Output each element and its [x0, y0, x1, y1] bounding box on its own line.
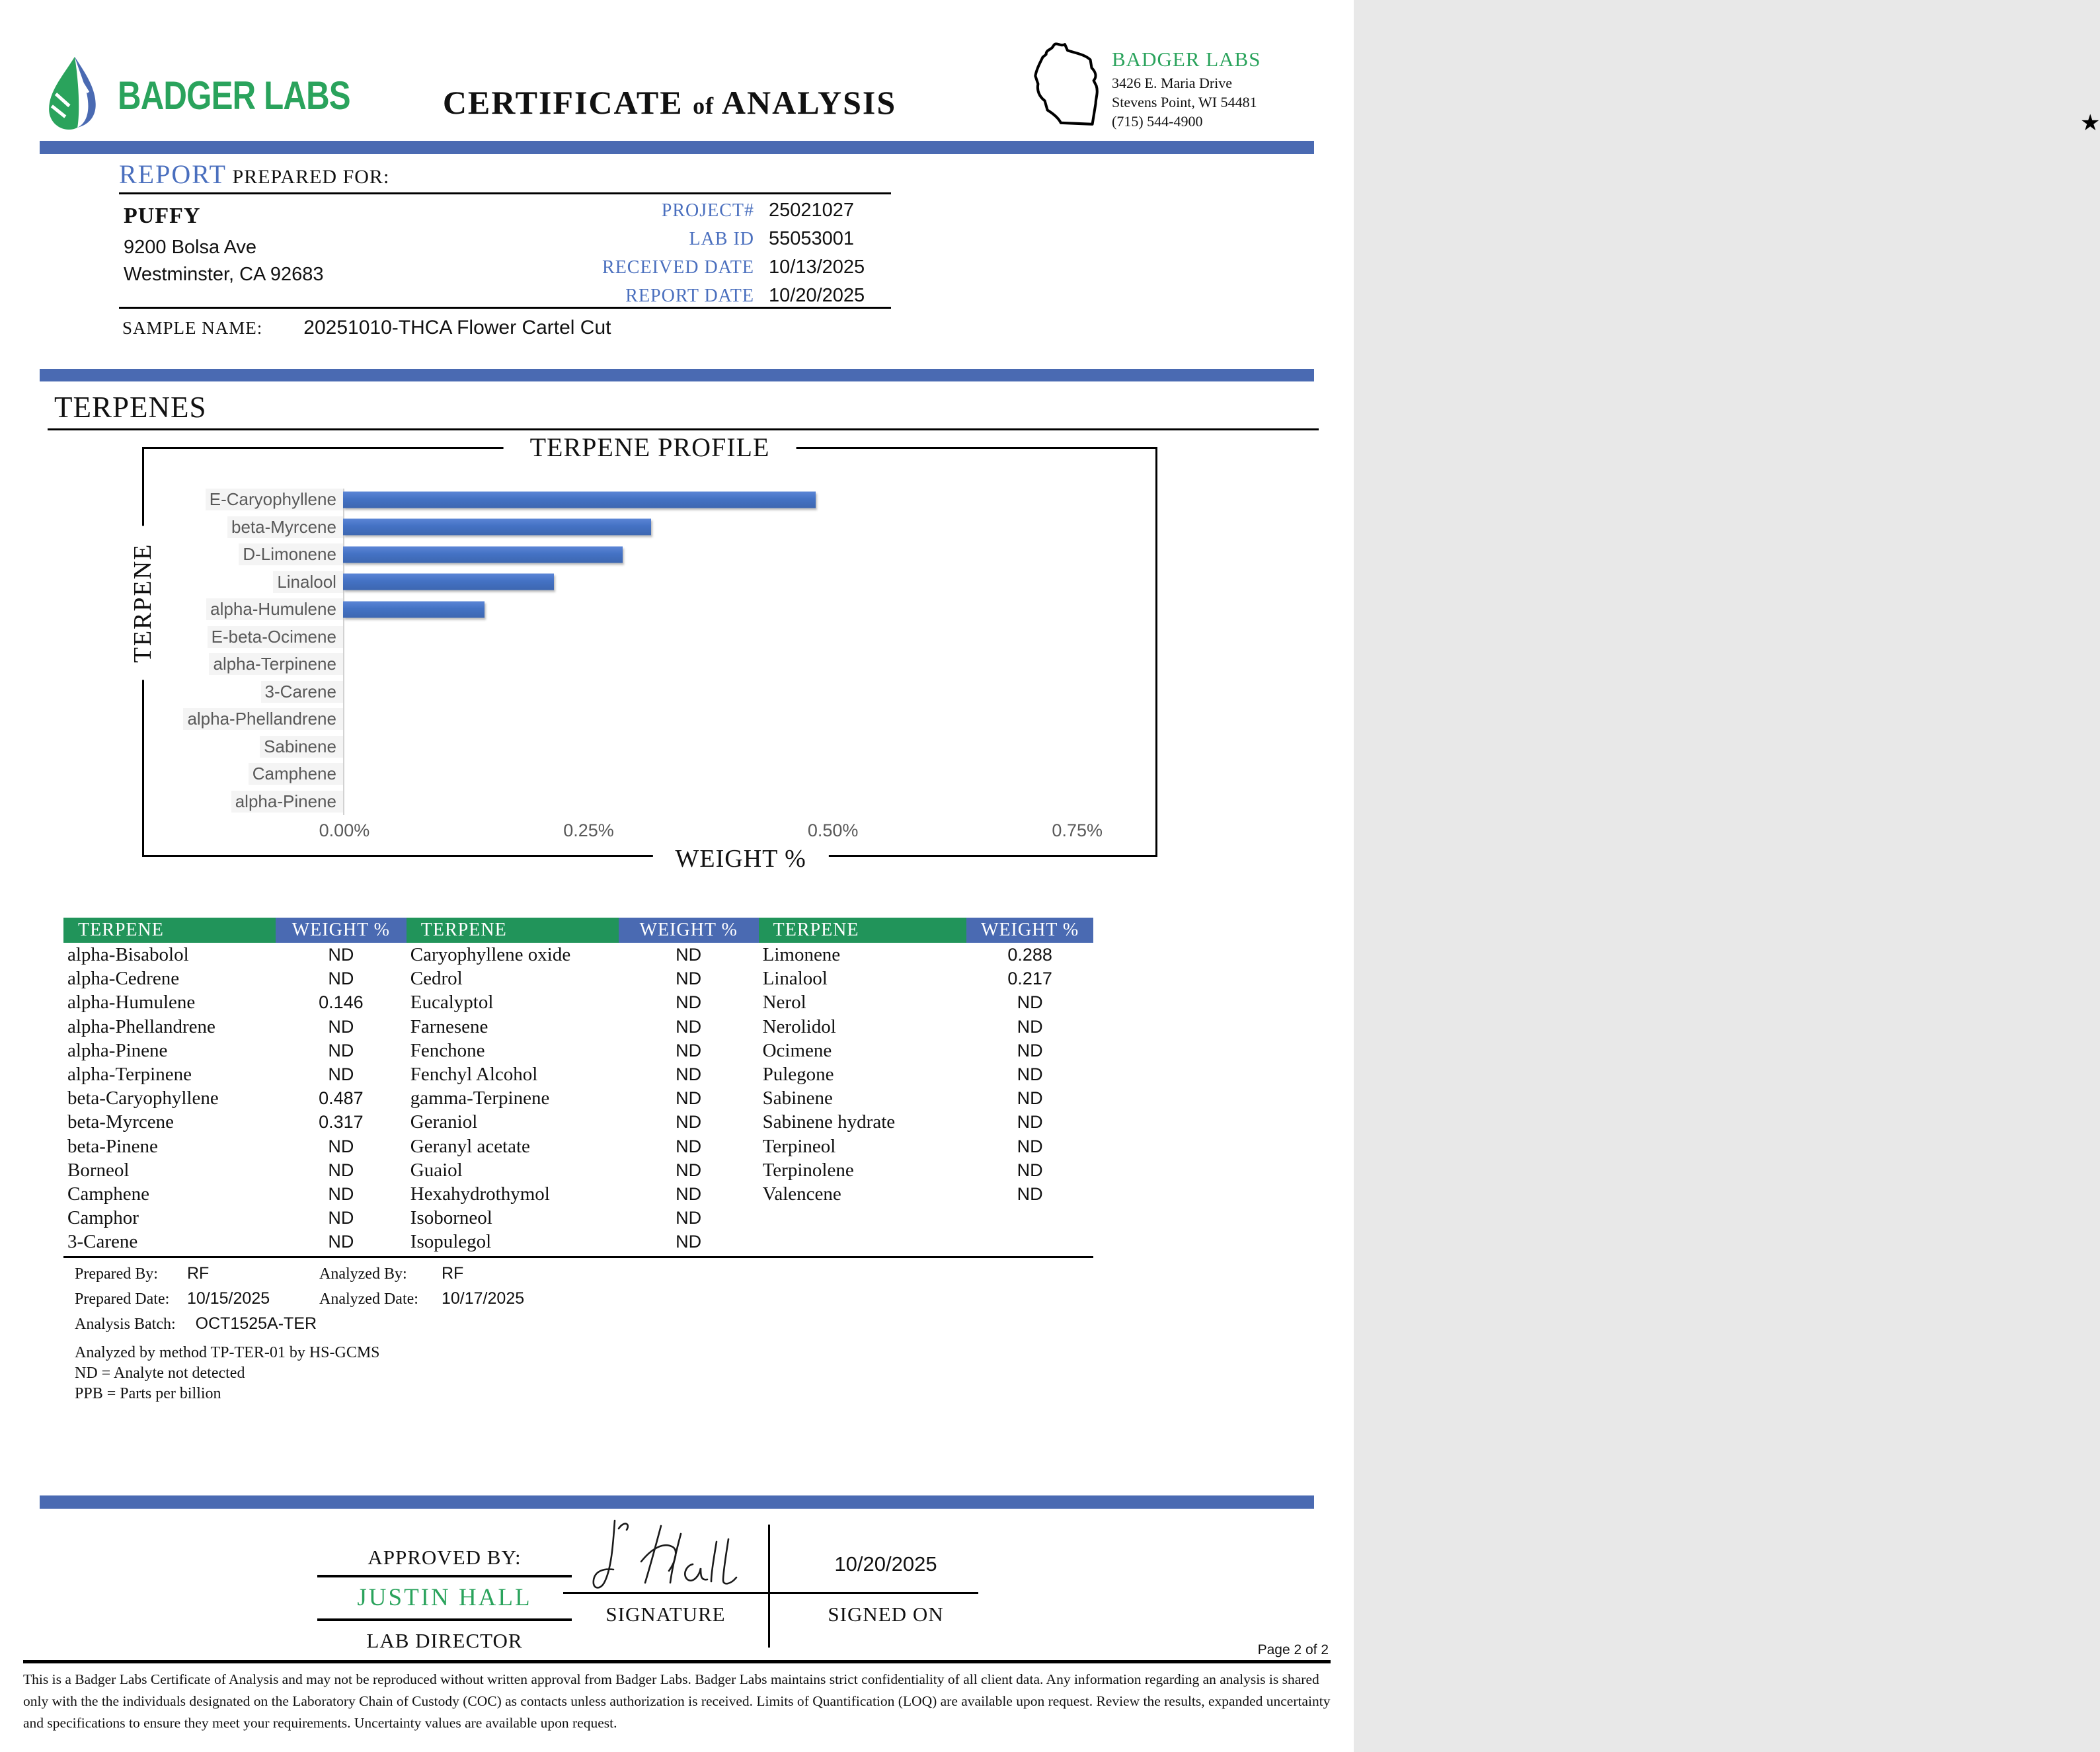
chart-bar-track	[343, 651, 1149, 678]
chart-x-tick: 0.50%	[807, 820, 859, 840]
terpene-name: Geranyl acetate	[410, 1135, 530, 1157]
table-header-weight: WEIGHT %	[966, 918, 1093, 943]
chart-ticks	[319, 820, 1155, 843]
terpene-name: Isopulegol	[410, 1231, 492, 1253]
chart-y-axis-label: TERPENE	[128, 526, 157, 680]
chart-category-label: beta-Myrcene	[144, 516, 343, 538]
terpene-value: ND	[328, 1183, 354, 1204]
logo-wordmark: BADGER LABS	[118, 73, 350, 118]
terpene-value: ND	[1017, 1064, 1043, 1084]
report-fields	[494, 200, 891, 313]
terpene-value: ND	[1017, 1016, 1043, 1037]
analysis-batch-label: Analysis Batch:	[75, 1316, 176, 1333]
chart-category-label: Camphene	[144, 763, 343, 785]
report-field-label: REPORT DATE	[625, 286, 754, 306]
divider-bar-terpenes	[40, 369, 1314, 381]
terpene-value: ND	[676, 1088, 702, 1109]
signature-label: SIGNATURE	[605, 1603, 726, 1626]
chart-category-label: D-Limonene	[144, 543, 343, 565]
terpene-value: 0.317	[319, 1112, 364, 1133]
terpene-value: ND	[676, 969, 702, 989]
chart-bar-track	[343, 623, 1149, 651]
chart-category-label: E-Caryophyllene	[144, 489, 343, 510]
lab-address-block	[1026, 38, 2100, 136]
chart-bar-track	[343, 541, 1149, 569]
signature-rule	[563, 1592, 978, 1594]
terpene-name	[759, 1230, 967, 1254]
method-note: Analyzed by method TP-TER-01 by HS-GCMS	[75, 1344, 380, 1361]
report-field-label: PROJECT#	[661, 200, 754, 221]
wisconsin-state-icon	[1026, 38, 1107, 132]
analyzed-date-label: Analyzed Date:	[319, 1291, 418, 1308]
terpene-value	[966, 1206, 1093, 1230]
approver-name: JUSTIN HALL	[317, 1577, 572, 1621]
sample-name-value: 20251010-THCA Flower Cartel Cut	[303, 317, 611, 338]
terpene-value: 0.288	[1007, 945, 1052, 965]
analysis-batch-value: OCT1525A-TER	[195, 1314, 317, 1333]
chart-category-label: alpha-Pinene	[144, 791, 343, 813]
terpene-results-table	[63, 918, 1093, 1258]
analysis-info	[75, 1264, 524, 1404]
terpene-name: Limonene	[762, 944, 841, 965]
terpene-value: ND	[1017, 1112, 1043, 1133]
client-name: PUFFY	[124, 204, 201, 228]
terpene-name: beta-Caryophyllene	[67, 1088, 219, 1109]
chart-rows	[144, 486, 1149, 815]
terpene-value: ND	[328, 969, 354, 989]
chart-bar	[343, 519, 651, 536]
terpene-value: ND	[676, 945, 702, 965]
terpene-name: Caryophyllene oxide	[410, 944, 571, 965]
report-block	[119, 159, 891, 339]
chart-bar-track	[343, 678, 1149, 706]
analyzed-by-label: Analyzed By:	[319, 1265, 407, 1283]
document-title: CERTIFICATE of ANALYSIS	[442, 84, 897, 121]
chart-row	[144, 514, 1149, 541]
terpene-name: Sabinene hydrate	[762, 1111, 896, 1133]
report-field-row	[494, 200, 891, 228]
terpene-value: ND	[1017, 1136, 1043, 1156]
lab-address-line2: Stevens Point, WI 54481	[1112, 94, 1257, 110]
terpene-value: ND	[328, 1232, 354, 1252]
terpene-name: alpha-Bisabolol	[67, 944, 189, 965]
terpene-value: ND	[328, 945, 354, 965]
chart-x-tick: 0.00%	[319, 820, 370, 840]
terpene-name: Nerol	[762, 992, 806, 1014]
table-header-terpene: TERPENE	[63, 918, 276, 943]
terpene-name: Cedrol	[410, 968, 463, 990]
terpene-value: ND	[676, 1232, 702, 1252]
terpene-value: ND	[676, 992, 702, 1013]
approver-title: LAB DIRECTOR	[366, 1629, 523, 1652]
chart-bar	[343, 546, 623, 563]
badger-labs-logo	[40, 54, 401, 136]
report-heading	[119, 159, 891, 190]
prepared-by-value: RF	[187, 1264, 210, 1283]
terpene-name: alpha-Phellandrene	[67, 1015, 215, 1037]
divider-bar-top	[40, 141, 1314, 154]
chart-bar-track	[343, 760, 1149, 788]
report-field-value: 55053001	[769, 228, 855, 249]
terpene-value: ND	[676, 1064, 702, 1084]
chart-row	[144, 678, 1149, 706]
signed-on-label: SIGNED ON	[828, 1603, 944, 1626]
terpene-value: ND	[328, 1040, 354, 1060]
terpene-value: ND	[676, 1040, 702, 1060]
report-field-row	[494, 228, 891, 257]
terpene-name: Sabinene	[762, 1088, 833, 1109]
terpene-name: Farnesene	[410, 1015, 488, 1037]
terpene-name: Camphene	[67, 1183, 150, 1205]
lab-phone: (715) 544-4900	[1112, 113, 1203, 130]
chart-row	[144, 760, 1149, 788]
report-field-row	[494, 285, 891, 313]
signature-divider	[768, 1525, 770, 1648]
terpene-value: ND	[676, 1136, 702, 1156]
chart-bar-track	[343, 486, 1149, 514]
terpene-value: ND	[328, 1136, 354, 1156]
terpene-value: ND	[328, 1208, 354, 1228]
chart-category-label: alpha-Humulene	[144, 598, 343, 620]
table-header-weight: WEIGHT %	[276, 918, 407, 943]
lab-name: BADGER LABS	[1112, 48, 1261, 71]
leaf-logo-icon	[40, 54, 107, 136]
section-title-rule	[48, 428, 1319, 430]
chart-row	[144, 541, 1149, 569]
terpene-value: ND	[676, 1016, 702, 1037]
chart-row	[144, 705, 1149, 733]
terpene-value: ND	[676, 1160, 702, 1180]
footer-rule	[23, 1660, 1331, 1663]
chart-x-axis-label: WEIGHT %	[653, 844, 829, 873]
terpene-name: beta-Pinene	[67, 1135, 158, 1157]
terpene-value: ND	[1017, 992, 1043, 1013]
terpene-name: Nerolidol	[762, 1015, 836, 1037]
disclaimer-text: This is a Badger Labs Certificate of Analysis and may not be reproduced without written approval from Badger Labs. Badger Labs maintains strict confidentiality of all client data. Any information regarding an analysis is shared only with the the individuals designated on the Laboratory Chain of Custody (COC) as contacts unless authorization is received. Limits of Quantification (LOQ) are available upon request. Review the results, expanded uncertainty and specifications to ensure they meet your requirements. Uncertainty values are available upon request.	[23, 1671, 1331, 1731]
chart-bar	[343, 601, 485, 617]
terpene-value: ND	[676, 1208, 702, 1228]
ppb-note: PPB = Parts per billion	[75, 1385, 221, 1402]
report-field-label: LAB ID	[689, 229, 754, 249]
terpene-value: ND	[1017, 1040, 1043, 1060]
client-address-line1: 9200 Bolsa Ave	[124, 237, 257, 258]
sample-name-label: SAMPLE NAME:	[122, 318, 263, 338]
lab-address-line1: 3426 E. Maria Drive	[1112, 75, 1233, 91]
terpene-name: Eucalyptol	[410, 992, 494, 1014]
report-heading-rest: PREPARED FOR:	[232, 166, 390, 188]
approved-by-label: APPROVED BY:	[317, 1546, 572, 1577]
analyzed-date-value: 10/17/2025	[442, 1289, 525, 1308]
terpene-value: ND	[676, 1112, 702, 1133]
section-title: TERPENES	[54, 391, 207, 424]
chart-category-label: E-beta-Ocimene	[144, 626, 343, 648]
chart-row	[144, 788, 1149, 816]
chart-category-label: alpha-Phellandrene	[144, 708, 343, 730]
chart-bar-track	[343, 514, 1149, 541]
report-field-row	[494, 257, 891, 285]
terpene-value: 0.487	[319, 1088, 364, 1109]
terpene-name: gamma-Terpinene	[410, 1088, 550, 1109]
chart-x-tick: 0.75%	[1052, 820, 1103, 840]
table-header-weight: WEIGHT %	[619, 918, 759, 943]
chart-category-label: alpha-Terpinene	[144, 653, 343, 675]
chart-bar-track	[343, 733, 1149, 761]
chart-bar-track	[343, 596, 1149, 623]
chart-row	[144, 623, 1149, 651]
terpene-value: 0.146	[319, 992, 364, 1013]
terpene-value: 0.217	[1007, 969, 1052, 989]
chart-row	[144, 486, 1149, 514]
chart-row	[144, 651, 1149, 678]
chart-category-label: 3-Carene	[144, 681, 343, 703]
terpene-name: alpha-Pinene	[67, 1039, 168, 1061]
chart-bar	[343, 491, 816, 508]
report-field-label: RECEIVED DATE	[602, 257, 754, 278]
prepared-by-label: Prepared By:	[75, 1265, 158, 1283]
report-field-value: 10/13/2025	[769, 257, 865, 278]
chart-category-label: Sabinene	[144, 736, 343, 758]
terpene-name: alpha-Cedrene	[67, 968, 180, 990]
terpene-name: alpha-Humulene	[67, 992, 196, 1014]
terpene-value	[966, 1230, 1093, 1254]
client-info	[124, 204, 324, 288]
terpene-name: alpha-Terpinene	[67, 1063, 192, 1085]
report-field-value: 10/20/2025	[769, 285, 865, 306]
chart-bar-track	[343, 569, 1149, 596]
terpene-name: beta-Myrcene	[67, 1111, 175, 1133]
chart-bar-track	[343, 788, 1149, 816]
terpene-name: Terpineol	[762, 1135, 836, 1157]
terpene-value: ND	[1017, 1183, 1043, 1204]
report-field-value: 25021027	[769, 200, 855, 221]
table-header-terpene: TERPENE	[407, 918, 619, 943]
star-icon: ★	[2080, 111, 2100, 136]
terpene-value: ND	[328, 1160, 354, 1180]
terpene-name: Borneol	[67, 1159, 130, 1181]
page-number: Page 2 of 2	[1257, 1642, 1329, 1657]
terpene-name: Guaiol	[410, 1159, 463, 1181]
terpene-name: Linalool	[762, 968, 828, 990]
sample-name-row	[119, 317, 891, 339]
prepared-date-value: 10/15/2025	[187, 1289, 270, 1308]
terpene-profile-chart	[129, 432, 1157, 873]
chart-x-tick: 0.25%	[563, 820, 614, 840]
divider-bar-bottom	[40, 1495, 1314, 1509]
terpene-name: Terpinolene	[762, 1159, 854, 1181]
analyzed-by-value: RF	[442, 1264, 464, 1283]
chart-bar	[343, 574, 554, 590]
chart-row	[144, 733, 1149, 761]
signature-image	[563, 1511, 761, 1592]
chart-bar-track	[343, 705, 1149, 733]
chart-category-label: Linalool	[144, 571, 343, 593]
terpene-name	[759, 1206, 967, 1230]
terpene-name: Geraniol	[410, 1111, 478, 1133]
terpene-value: ND	[1017, 1160, 1043, 1180]
terpene-value: ND	[1017, 1088, 1043, 1109]
terpene-name: Pulegone	[762, 1063, 834, 1085]
terpene-name: 3-Carene	[67, 1231, 138, 1253]
terpene-value: ND	[328, 1016, 354, 1037]
table-header-terpene: TERPENE	[759, 918, 967, 943]
chart-title: TERPENE PROFILE	[504, 432, 797, 463]
prepared-date-label: Prepared Date:	[75, 1291, 170, 1308]
terpene-name: Hexahydrothymol	[410, 1183, 550, 1205]
terpene-name: Valencene	[762, 1183, 841, 1205]
report-heading-accent: REPORT	[119, 159, 227, 189]
terpene-value: ND	[328, 1064, 354, 1084]
approval-block	[317, 1546, 572, 1653]
chart-plot-area	[144, 486, 1149, 815]
chart-row	[144, 596, 1149, 623]
terpene-name: Camphor	[67, 1207, 139, 1229]
terpene-name: Isoborneol	[410, 1207, 492, 1229]
chart-row	[144, 569, 1149, 596]
terpene-name: Fenchone	[410, 1039, 485, 1061]
terpene-name: Fenchyl Alcohol	[410, 1063, 538, 1085]
nd-note: ND = Analyte not detected	[75, 1365, 245, 1382]
terpene-name: Ocimene	[762, 1039, 832, 1061]
signed-on-date: 10/20/2025	[834, 1552, 937, 1575]
client-address-line2: Westminster, CA 92683	[124, 264, 324, 285]
terpene-value: ND	[676, 1183, 702, 1204]
